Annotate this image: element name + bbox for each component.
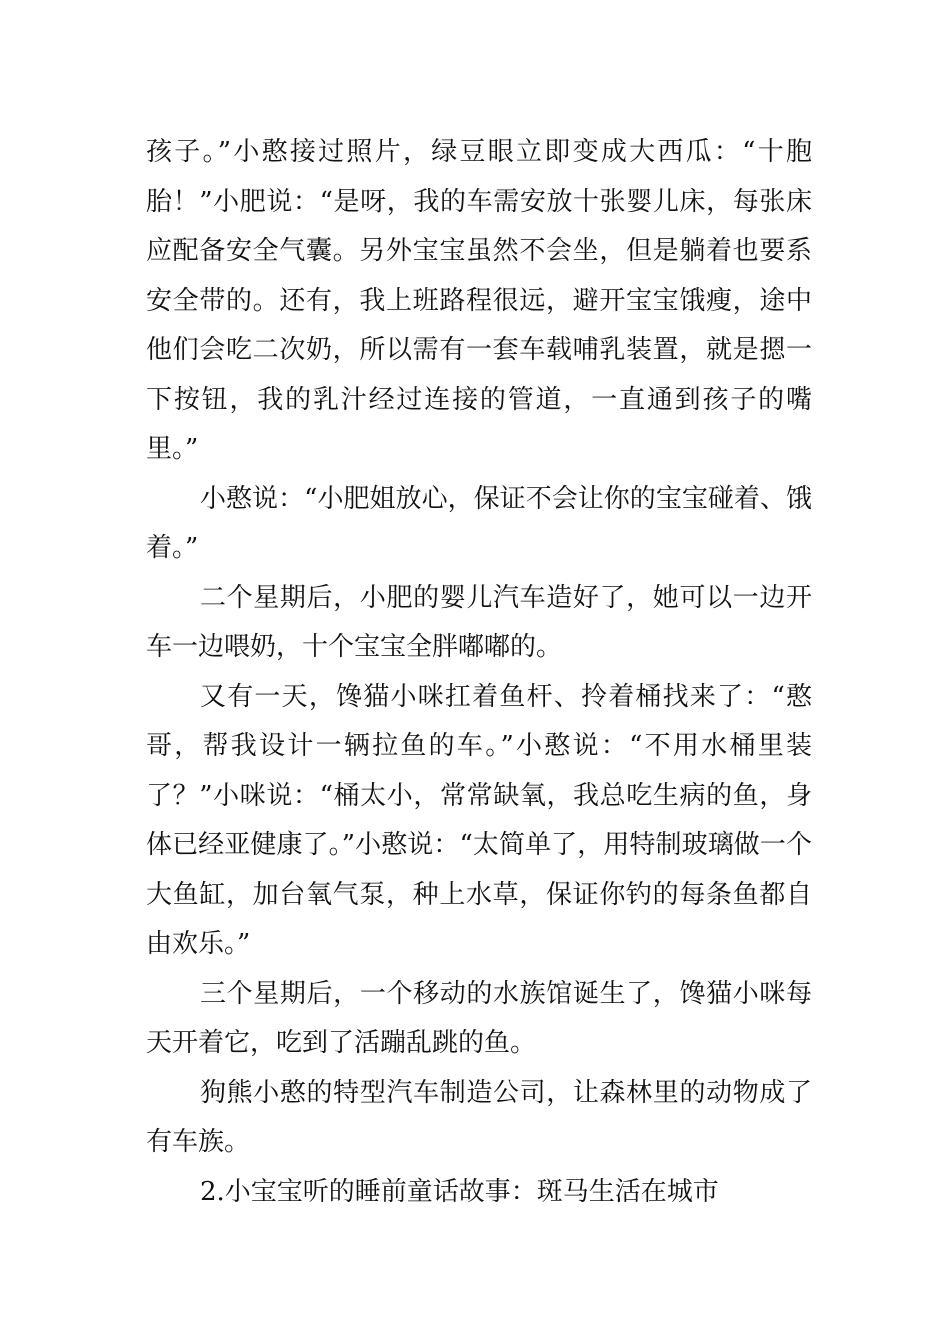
paragraph: 小憨说：“小肥姐放心，保证不会让你的宝宝碰着、饿着。” [146,483,812,563]
paragraph: 又有一天，馋猫小咪扛着鱼杆、拎着桶找来了：“憨哥，帮我设计一辆拉鱼的车。”小憨说：“不用水桶里装了？”小咪说：“桶太小，常常缺氧，我总吃生病的鱼，身体已经亚健康了。”小憨说：“太简单了，用特制玻璃做一个大鱼缸，加台氧气泵，种上水草，保证你钓的每条鱼都自由欢乐。” [146,681,812,959]
story-text [146,128,812,1217]
section-heading: 2.小宝宝听的睡前童话故事：斑马生活在城市 [200,1176,719,1207]
paragraph: 二个星期后，小肥的婴儿汽车造好了，她可以一边开车一边喂奶，十个宝宝全胖嘟嘟的。 [146,582,812,662]
paragraph: 狗熊小憨的特型汽车制造公司，让森林里的动物成了有车族。 [146,1077,812,1157]
paragraph-continuation: 孩子。”小憨接过照片，绿豆眼立即变成大西瓜：“十胞胎！”小肥说：“是呀，我的车需安放十张婴儿床，每张床应配备安全气囊。另外宝宝虽然不会坐，但是躺着也要系安全带的。还有，我上班路程很远，避开宝宝饿瘦，途中他们会吃二次奶，所以需有一套车载哺乳装置，就是摁一下按钮，我的乳汁经过连接的管道，一直通到孩子的嘴里。” [146,137,812,464]
paragraph: 三个星期后，一个移动的水族馆诞生了，馋猫小咪每天开着它，吃到了活蹦乱跳的鱼。 [146,978,812,1058]
